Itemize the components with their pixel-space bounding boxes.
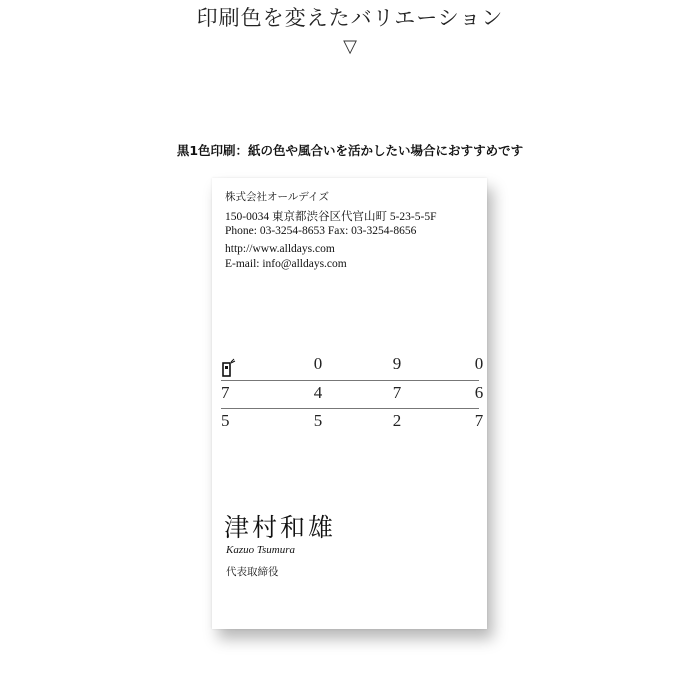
mobile-number-row-2 <box>221 383 484 409</box>
website-url: http://www.alldays.com <box>225 243 335 255</box>
company-name: 株式会社オールデイズ <box>225 191 329 203</box>
page-title: 印刷色を変えたバリエーション <box>196 6 504 30</box>
person-name-japanese: 津村和雄 <box>224 513 337 542</box>
address: 150-0034 東京都渋谷区代官山町 5-23-5-5F <box>225 211 437 223</box>
divider-line <box>221 408 479 409</box>
variation-description: 黒1色印刷：紙の色や風合いを活かしたい場合におすすめです <box>176 143 524 158</box>
person-name-romanized: Kazuo Tsumura <box>226 544 295 556</box>
business-card <box>212 178 487 629</box>
mobile-number-row-3 <box>221 411 484 437</box>
mobile-digit: 5 <box>313 411 323 430</box>
mobile-digit: 7 <box>221 383 230 402</box>
down-arrow-icon: ▽ <box>343 36 357 57</box>
mobile-digit: 4 <box>313 383 323 402</box>
email-address: E-mail: info@alldays.com <box>225 258 347 270</box>
mobile-digit: 0 <box>474 354 484 373</box>
mobile-number-row-1 <box>221 354 484 380</box>
mobile-digit: 0 <box>313 354 323 373</box>
mobile-digit: 5 <box>221 411 230 430</box>
mobile-digit: 9 <box>392 354 402 373</box>
mobile-digit: 6 <box>474 383 484 402</box>
divider-line <box>221 380 479 381</box>
mobile-digit: 2 <box>392 411 402 430</box>
mobile-digit: 7 <box>392 383 402 402</box>
phone-fax: Phone: 03-3254-8653 Fax: 03-3254-8656 <box>225 225 417 237</box>
mobile-digit: 7 <box>474 411 484 430</box>
job-title: 代表取締役 <box>226 566 279 578</box>
